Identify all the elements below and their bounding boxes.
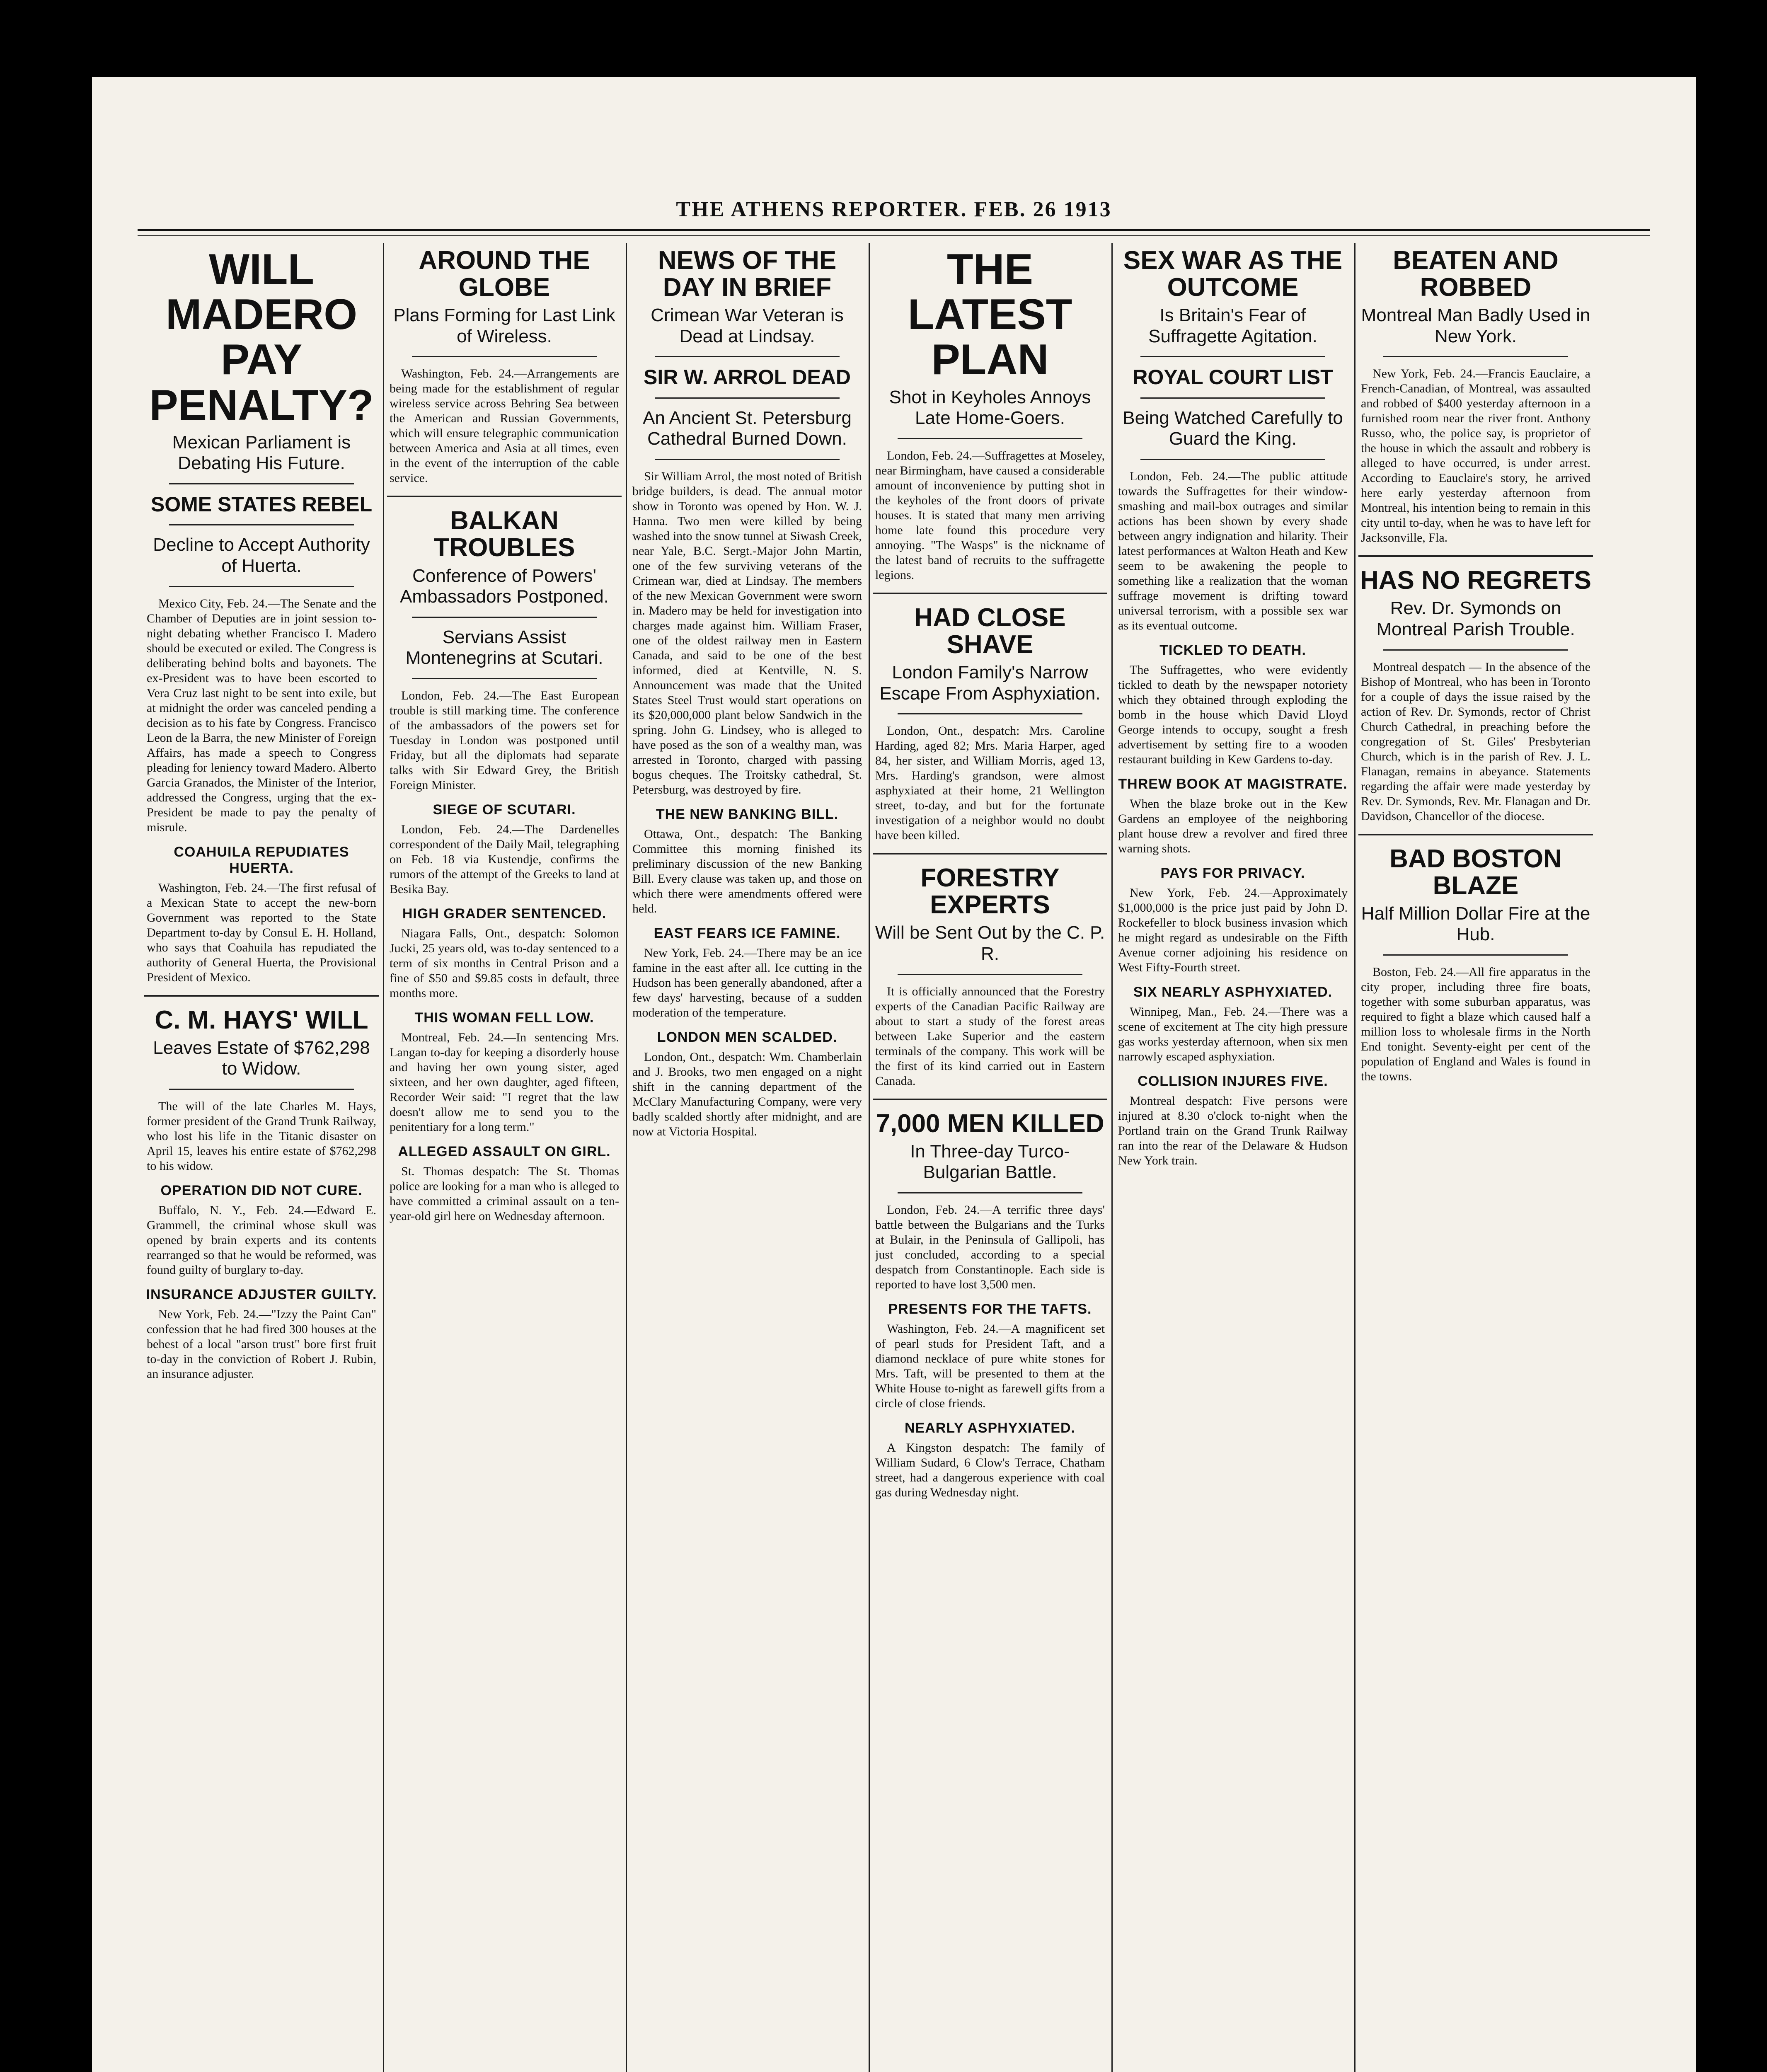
deck: Plans Forming for Last Link of Wireless. (393, 305, 615, 346)
subhead: COLLISION INJURES FIVE. (1138, 1073, 1328, 1089)
article-body: Washington, Feb. 24.—A magnificent set of pearl studs for President Taft, and a diamond necklace of pure white stones for Mrs. Taft, will be presented to them at the White House to-night as farewell gifts from a circle of close friends. (875, 1322, 1105, 1410)
article-body: The Suffragettes, who were evidently tickled to death by the newspaper notoriety which they obtained through exploding the bomb in the house which David Lloyd George intends to occupy, sought a fresh advertisement by setting fire to a wooden restaurant building in Kew Gardens to-day. (1118, 663, 1348, 767)
article-body: When the blaze broke out in the Kew Gardens an employee of the neighboring plant house drew a revolver and fired three warning shots. (1118, 797, 1348, 856)
article-body: New York, Feb. 24.—There may be an ice famine in the east after all. Ice cutting in the Hudson has been generally abandoned, after a few days' harvesting, because of a sudden moderation of the temperature. (632, 946, 862, 1020)
subhead: PAYS FOR PRIVACY. (1160, 865, 1305, 881)
subhead: PRESENTS FOR THE TAFTS. (888, 1301, 1092, 1317)
subhead: COAHUILA REPUDIATES HUERTA. (174, 844, 349, 876)
deck-rule (169, 524, 354, 525)
deck: London Family's Narrow Escape From Asphyxiation. (879, 662, 1101, 704)
subhead: THREW BOOK AT MAGISTRATE. (1118, 776, 1348, 792)
secondary-headline: SOME STATES REBEL (150, 492, 373, 516)
column-3 (630, 243, 864, 2072)
article-body: New York, Feb. 24.—Approximately $1,000,000 is the price just paid by John D. Rockefeller to block business invasion which he might regard as undesirable on the Fifth Avenue corner adjoining his residence on West Fifty-Fourth street. (1118, 886, 1348, 975)
article-body: Ottawa, Ont., despatch: The Banking Committee this morning finished its preliminary discussion of the new Banking Bill. Every clause was taken up, and those on which there were amendments offered were held. (632, 827, 862, 916)
article-body: Montreal, Feb. 24.—In sentencing Mrs. Langan to-day for keeping a disorderly house and having her own young sister, aged sixteen, and her own daughter, aged fifteen, Recorder Weir said: "I regret that the law doesn't allow me to send you to the penitentiary for a long term." (390, 1030, 619, 1134)
article-separator (387, 496, 622, 497)
deck-rule (655, 397, 840, 399)
column-divider (383, 243, 384, 2072)
headline: BALKAN TROUBLES (433, 506, 575, 562)
headline: BAD BOSTON BLAZE (1389, 844, 1562, 900)
column-1 (144, 243, 379, 2072)
deck: Will be Sent Out by the C. P. R. (875, 922, 1105, 964)
subhead: OPERATION DID NOT CURE. (160, 1182, 363, 1198)
column-divider (1111, 243, 1113, 2072)
headline: AROUND THE GLOBE (419, 246, 590, 302)
deck-rule (898, 1192, 1082, 1193)
article-body: London, Ont., despatch: Wm. Chamberlain and J. Brooks, two men engaged on a night shift in the canning department of the McClary Manufacturing Company, were very badly scalded shortly after midnight, and are now at Victoria Hospital. (632, 1050, 862, 1139)
headline: HAS NO REGRETS (1360, 566, 1592, 595)
headline: SEX WAR AS THE OUTCOME (1123, 246, 1343, 302)
article-body: London, Feb. 24.—A terrific three days' battle between the Bulgarians and the Turks at Bulair, in the Peninsula of Gallipoli, has just concluded, according to a special despatch from Constantinople. Each side is reported to have lost 3,500 men. (875, 1203, 1105, 1291)
secondary-headline: ROYAL COURT LIST (1133, 366, 1333, 389)
deck: Servians Assist Montenegrins at Scutari. (405, 627, 603, 668)
headline: FORESTRY EXPERTS (920, 864, 1060, 920)
article-body: A Kingston despatch: The family of William Sudard, 6 Clow's Terrace, Chatham street, had a dangerous experience with coal gas during Wednesday night. (875, 1440, 1105, 1499)
deck-rule (898, 438, 1082, 439)
article-body: London, Ont., despatch: Mrs. Caroline Harding, aged 82; Mrs. Maria Harper, aged 84, her sister, and William Morris, aged 13, Mrs. Harding's grandson, were almost asphyxiated at their home, 21 Wellington street, to-day, and but for the fortunate investigation of a neighbor would no doubt have been killed. (875, 724, 1105, 842)
article-body: Winnipeg, Man., Feb. 24.—There was a scene of excitement at The city high pressure gas works yesterday afternoon, when six men narrowly escaped asphyxiation. (1118, 1005, 1348, 1064)
subhead: THE NEW BANKING BILL. (656, 806, 839, 823)
deck-rule (1140, 356, 1325, 357)
headline: WILL MADERO PAY PENALTY? (149, 245, 374, 429)
article-body: Niagara Falls, Ont., despatch: Solomon Jucki, 25 years old, was to-day sentenced to a term of six months in Central Prison and a fine of $50 and $9.85 costs in default, three months more. (390, 926, 619, 1000)
article-body: Montreal despatch: Five persons were injured at 8.30 o'clock to-night when the Portland train on the Grand Trunk Railway ran into the rear of the Delaware & Hudson New York train. (1118, 1094, 1348, 1168)
column-5 (1116, 243, 1350, 2072)
subhead: INSURANCE ADJUSTER GUILTY. (146, 1286, 377, 1302)
subhead: EAST FEARS ICE FAMINE. (654, 925, 841, 942)
masthead-rule (138, 229, 1650, 231)
deck-rule (898, 974, 1082, 975)
subhead: LONDON MEN SCALDED. (657, 1029, 838, 1046)
article-body: Mexico City, Feb. 24.—The Senate and the Chamber of Deputies are in joint session to-night debating whether Francisco I. Madero should be executed or exiled. The Congress is deliberating behind bolts and bayonets. The ex-President was to have been escorted to Vera Cruz last night to be sent into exile, but at midnight the order was canceled pending a decision as to his fate by Congress. Francisco Leon de la Barra, the new Minister of Foreign Affairs, has made a speech to Congress pleading for leniency toward Madero. Alberto Garcia Granados, the Minister of the Interior, addressed the Congress, urging that the ex-President be made to pay the penalty of misrule. (147, 596, 376, 834)
article-body: New York, Feb. 24.—Francis Eauclaire, a French-Canadian, of Montreal, was assaulted and robbed of $400 yesterday afternoon in a furnished room near the river front. Anthony Russo, who, the police say, is proprietor of the house in which the assault and robbery is alleged to have occurred, is under arrest. According to Eauclaire's story, he arrived here early yesterday afternoon from Montreal, his intention being to remain in this city until to-day, when he was to have left for Jacksonville, Fla. (1361, 367, 1590, 545)
subhead: SIEGE OF SCUTARI. (433, 801, 576, 818)
deck-rule (1383, 954, 1568, 956)
deck: Montreal Man Badly Used in New York. (1361, 305, 1590, 346)
article-body: London, Feb. 24.—The Dardenelles correspondent of the Daily Mail, telegraphing on Feb. 18 via Kustendje, confirms the rumors of the attempt of the Greeks to land at Besika Bay. (390, 822, 619, 896)
deck: Leaves Estate of $762,298 to Widow. (153, 1037, 370, 1079)
article-body: St. Thomas despatch: The St. Thomas police are looking for a man who is alleged to have committed a criminal assault on a ten-year-old girl here on Wednesday afternoon. (390, 1164, 619, 1223)
deck: In Three-day Turco-Bulgarian Battle. (910, 1141, 1070, 1183)
deck: Decline to Accept Authority of Huerta. (153, 535, 370, 576)
deck-rule (1383, 649, 1568, 651)
subhead: ALLEGED ASSAULT ON GIRL. (398, 1143, 611, 1159)
article-body: It is officially announced that the Forestry experts of the Canadian Pacific Railway are about to start a study of the forest areas between Lake Superior and the eastern terminals of the company. This work will be the first of its kind carried out in Eastern Canada. (875, 984, 1105, 1088)
article-body: Montreal despatch — In the absence of the Bishop of Montreal, who has been in Toronto for a couple of days the issue raised by the action of Rev. Dr. Symonds, rector of Christ Church Cathedral, in preaching before the congregation of St. Giles' Presbyterian Church, which is in the parish of Rev. J. L. Flanagan, remains in abeyance. Statements regarding the affair were made yesterday by Rev. Dr. Symonds, Rev. Mr. Flanagan and Dr. Davidson, Chancellor of the diocese. (1361, 660, 1590, 823)
deck-rule (655, 459, 840, 460)
article-separator (144, 995, 379, 997)
deck-rule (1140, 459, 1325, 460)
article-body: London, Feb. 24.—The East European trouble is still marking time. The conference of the ambassadors of the powers set for Tuesday in London was postponed until Friday, but all the diplomats had separate talks with Sir Edward Grey, the British Foreign Minister. (390, 688, 619, 792)
article-separator (873, 853, 1107, 854)
article-body: New York, Feb. 24.—"Izzy the Paint Can" confession that he had fired 300 houses at the behest of a local "arson trust" bore first fruit to-day in the conviction of Robert J. Rubin, an insurance adjuster. (147, 1307, 376, 1381)
deck-rule (655, 356, 840, 357)
column-4 (873, 243, 1107, 2072)
subhead: SIX NEARLY ASPHYXIATED. (1133, 984, 1333, 1000)
deck: Crimean War Veteran is Dead at Lindsay. (651, 305, 844, 346)
article-separator (873, 593, 1107, 594)
deck-rule (898, 713, 1082, 714)
secondary-headline: SIR W. ARROL DEAD (643, 366, 851, 389)
headline: 7,000 MEN KILLED (876, 1109, 1104, 1138)
deck-rule (169, 1089, 354, 1090)
article-body: Sir William Arrol, the most noted of British bridge builders, is dead. The annual motor show in Toronto was opened by Hon. W. J. Hanna. Two men were killed by being washed into the snow tunnel at Siwash Creek, near Yale, B.C. Sergt.-Major John Martin, one of the few surviving veterans of the Crimean war, died at Lindsay. The members of the new Mexican Government were sworn in. Madero may be held for investigation into charges made against him. William Fraser, one of the oldest railway men in Eastern Canada, and said to be one of the best informed, died at Kentville, N. S. Announcement was made that the United States Steel Trust would start operations on its $20,000,000 plant below Sandwich in the spring. John G. Lindsey, who is alleged to have posed as the son of a wealthy man, was arrested in Toronto, charged with passing bogus cheques. The Troitsky cathedral, St. Petersburg, was destroyed by fire. (632, 470, 862, 797)
deck-rule (1383, 356, 1568, 357)
article-body: Buffalo, N. Y., Feb. 24.—Edward E. Grammell, the criminal whose skull was opened by brain experts and its contents rearranged so that he would be reformed, was found guilty of burglary to-day. (147, 1203, 376, 1277)
masthead-rule-thin (138, 235, 1650, 236)
article-body: London, Feb. 24.—The public attitude towards the Suffragettes for their window-smashing and mail-box outrages and similar actions has been shown by every shade between angry indignation and hilarity. Their latest performances at Walton Heath and Kew seem to be awakening the people to something like a realization that the woman suffrage movement is drifting toward universal terrorism, with a possible sex war as its eventual outcome. (1118, 470, 1348, 633)
article-body: London, Feb. 24.—Suffragettes at Moseley, near Birmingham, have caused a considerable amount of inconvenience by putting shot in the keyholes of the front doors of private houses. It is stated that many men arriving home late found this procedure very annoying. "The Wasps" is the nickname of the latest band of recruits to the suffragette legions. (875, 448, 1105, 582)
deck: Shot in Keyholes Annoys Late Home-Goers. (889, 387, 1091, 428)
column-divider (626, 243, 627, 2072)
article-body: Washington, Feb. 24.—Arrangements are being made for the establishment of regular wireless service across Behring Sea between the American and Russian Governments, which will ensure telegraphic communication between America and Asia at all times, even in the event of the interruption of the cable service. (390, 367, 619, 485)
deck-rule (412, 678, 597, 679)
newspaper-page (92, 77, 1696, 2072)
deck: An Ancient St. Petersburg Cathedral Burned Down. (643, 407, 852, 449)
article-separator (1358, 555, 1593, 557)
article-separator (873, 1099, 1107, 1100)
deck: Mexican Parliament is Debating His Future. (172, 432, 351, 474)
deck-rule (412, 356, 597, 357)
deck: Half Million Dollar Fire at the Hub. (1361, 903, 1590, 945)
headline: C. M. HAYS' WILL (155, 1005, 368, 1034)
article-body: Boston, Feb. 24.—All fire apparatus in the city proper, including three fire boats, together with some suburban apparatus, was required to fight a blaze which caused half a million loss to wholesale firms in the North End tonight. Seventy-eight per cent of the population of England and Wales is found in the towns. (1361, 965, 1590, 1084)
deck-rule (1140, 397, 1325, 399)
article-body: Washington, Feb. 24.—The first refusal of a Mexican State to accept the new-born Government was reported to the State Department to-day by Consul E. H. Holland, who says that Coahuila has repudiated the authority of General Huerta, the Provisional President of Mexico. (147, 881, 376, 984)
article-body: The will of the late Charles M. Hays, former president of the Grand Trunk Railway, who lost his life in the Titanic disaster on April 15, leaves his entire estate of $762,298 to his widow. (147, 1099, 376, 1173)
deck-rule (169, 483, 354, 484)
article-separator (1358, 834, 1593, 835)
deck: Conference of Powers' Ambassadors Postponed. (400, 565, 609, 607)
deck: Rev. Dr. Symonds on Montreal Parish Trouble. (1376, 598, 1575, 640)
subhead: THIS WOMAN FELL LOW. (414, 1009, 594, 1026)
headline: HAD CLOSE SHAVE (914, 603, 1066, 659)
deck-rule (412, 617, 597, 618)
deck: Being Watched Carefully to Guard the King. (1123, 407, 1343, 449)
column-divider (869, 243, 870, 2072)
deck-rule (169, 586, 354, 587)
column-divider (1354, 243, 1356, 2072)
column-6 (1358, 243, 1593, 2072)
headline: NEWS OF THE DAY IN BRIEF (658, 246, 837, 302)
subhead: HIGH GRADER SENTENCED. (402, 905, 607, 922)
headline: BEATEN AND ROBBED (1393, 246, 1559, 302)
masthead: THE ATHENS REPORTER. FEB. 26 1913 (676, 198, 1112, 221)
subhead: TICKLED TO DEATH. (1159, 642, 1306, 658)
deck: Is Britain's Fear of Suffragette Agitation. (1148, 305, 1317, 346)
column-2 (387, 243, 622, 2072)
subhead: NEARLY ASPHYXIATED. (905, 1420, 1075, 1436)
headline: THE LATEST PLAN (908, 245, 1072, 384)
